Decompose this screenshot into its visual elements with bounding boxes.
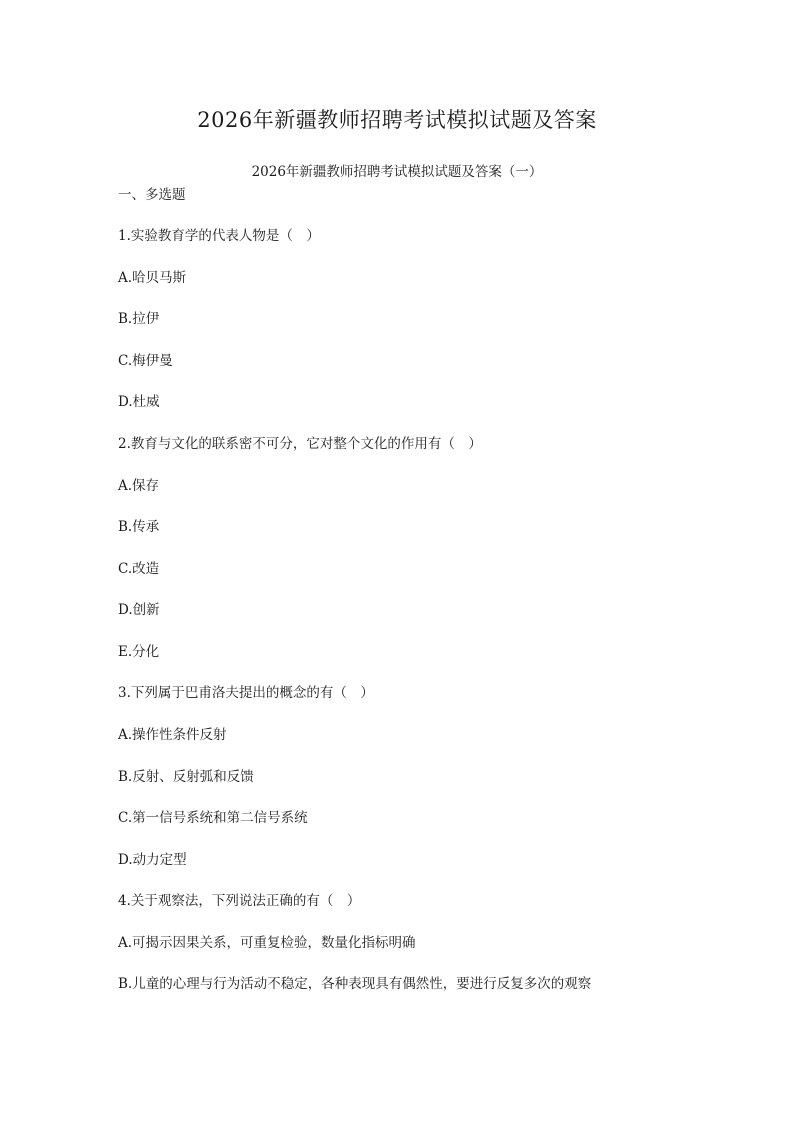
option-item: C.梅伊曼 <box>118 353 173 369</box>
question-stem: 4.关于观察法，下列说法正确的有（ ） <box>118 893 361 909</box>
option-item: D.动力定型 <box>118 852 187 868</box>
option-item: C.改造 <box>118 561 160 577</box>
option-item: A.保存 <box>118 478 160 494</box>
option-item: B.儿童的心理与行为活动不稳定，各种表现具有偶然性，要进行反复多次的观察 <box>118 976 592 992</box>
document-title: 2026年新疆教师招聘考试模拟试题及答案 <box>197 108 597 132</box>
question-stem: 3.下列属于巴甫洛夫提出的概念的有（ ） <box>118 685 374 701</box>
option-item: A.操作性条件反射 <box>118 727 227 743</box>
option-item: D.杜威 <box>118 394 160 410</box>
option-item: D.创新 <box>118 602 160 618</box>
option-item: B.传承 <box>118 519 160 535</box>
option-item: B.反射、反射弧和反馈 <box>118 769 254 785</box>
option-item: E.分化 <box>118 644 160 660</box>
option-item: A.哈贝马斯 <box>118 270 187 286</box>
section-heading: 一、多选题 <box>118 187 186 203</box>
document-subtitle: 2026年新疆教师招聘考试模拟试题及答案（一） <box>251 164 543 180</box>
option-item: B.拉伊 <box>118 311 160 327</box>
question-stem: 1.实验教育学的代表人物是（ ） <box>118 228 320 244</box>
option-item: A.可揭示因果关系，可重复检验，数量化指标明确 <box>118 935 416 951</box>
option-item: C.第一信号系统和第二信号系统 <box>118 810 308 826</box>
question-stem: 2.教育与文化的联系密不可分，它对整个文化的作用有（ ） <box>118 436 482 452</box>
